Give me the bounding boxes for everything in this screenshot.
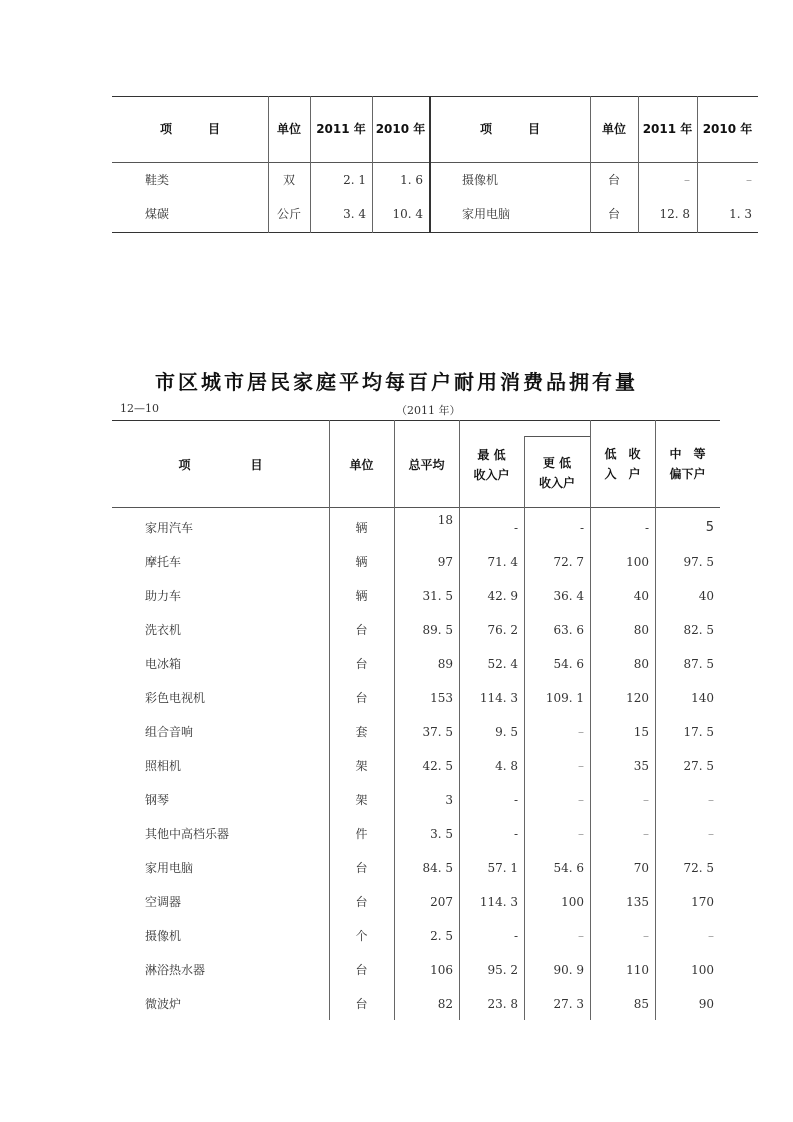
- table-2-header-total-avg: 总平均: [408, 458, 445, 472]
- table-2-cell-lowest: 114. 3: [479, 895, 518, 909]
- table-2-cell-lowest: 23. 8: [487, 997, 518, 1011]
- table-2-cell-midlow: 40: [698, 589, 714, 603]
- table-2-cell-total-avg: 97: [437, 555, 453, 569]
- table-2-cell-low: 40: [633, 589, 649, 603]
- table-2-cell-total-avg: 3. 5: [430, 827, 453, 841]
- table-2-header-rule: [112, 507, 720, 508]
- table-2-cell-total-avg: 84. 5: [422, 861, 453, 875]
- table-2-cell-lowest: -: [513, 521, 518, 535]
- table-2-cell-midlow: 82. 5: [683, 623, 714, 637]
- table-2-cell-midlow: 100: [691, 963, 714, 977]
- table-1-center-divider: [429, 96, 431, 233]
- table-2-cell-low: 70: [633, 861, 649, 875]
- table-2-cell-item: 家用汽车: [145, 521, 194, 535]
- table-1-cell-2010: 10. 4: [392, 207, 423, 221]
- table-2-cell-unit: 台: [355, 997, 368, 1011]
- table-2-cell-lowest: 71. 4: [487, 555, 518, 569]
- table-2-cell-midlow: 87. 5: [683, 657, 714, 671]
- table-2-header-unit: 单位: [349, 458, 374, 472]
- table-2-cell-total-avg: 18: [437, 513, 453, 527]
- table-2-cell-unit: 台: [355, 691, 368, 705]
- table-2-cell-total-avg: 82: [437, 997, 453, 1011]
- table-1-cell-2010: 1. 6: [400, 173, 423, 187]
- table-2-cell-total-avg: 106: [430, 963, 453, 977]
- table-2-cell-lower: -: [579, 521, 584, 535]
- table-2-cell-lowest: 57. 1: [487, 861, 518, 875]
- table-2-cell-total-avg: 89: [437, 657, 453, 671]
- table-2-title: 市区城市居民家庭平均每百户耐用消费品拥有量: [155, 370, 638, 394]
- table-2-cell-total-avg: 31. 5: [422, 589, 453, 603]
- table-2-cell-total-avg: 2. 5: [430, 929, 453, 943]
- table-2-cell-lowest: 9. 5: [495, 725, 518, 739]
- table-2-cell-item: 电冰箱: [145, 657, 182, 671]
- table-2-cell-unit: 架: [355, 759, 368, 773]
- table-2-cell-item: 洗衣机: [145, 623, 182, 637]
- table-2-number: 12—10: [120, 402, 159, 415]
- table-2-header-lower-line1: 更 低: [542, 456, 572, 470]
- table-2-cell-unit: 台: [355, 657, 368, 671]
- table-2-cell-unit: 台: [355, 623, 368, 637]
- table-2-cell-low: 120: [626, 691, 649, 705]
- table-2-header-lower-line2: 收入户: [538, 476, 575, 490]
- table-2-cell-lowest: 76. 2: [487, 623, 518, 637]
- table-2-cell-lowest: 114. 3: [479, 691, 518, 705]
- table-2-cell-low: –: [643, 929, 649, 943]
- table-2-cell-total-avg: 3: [445, 793, 453, 807]
- table-2-cell-midlow: 5: [705, 520, 714, 535]
- table-1-cell-unit: 双: [282, 173, 295, 187]
- table-2-cell-lower: –: [578, 725, 584, 739]
- table-2-cell-lower: –: [578, 759, 584, 773]
- table-1-cell-2011: 2. 1: [343, 173, 366, 187]
- table-1-header-item-2: 项 目: [479, 122, 540, 136]
- table-2-cell-item: 彩色电视机: [145, 691, 206, 705]
- table-2-cell-unit: 架: [355, 793, 368, 807]
- table-2-cell-lowest: -: [513, 827, 518, 841]
- table-2-cell-item: 钢琴: [145, 793, 170, 807]
- table-2-cell-unit: 辆: [355, 521, 368, 535]
- table-1-cell-2011-2: 12. 8: [659, 207, 690, 221]
- table-2-cell-item: 摄像机: [145, 929, 182, 943]
- table-2-cell-midlow: 72. 5: [683, 861, 714, 875]
- table-2-cell-lowest: 42. 9: [487, 589, 518, 603]
- table-2-cell-lowest: -: [513, 793, 518, 807]
- table-1-cell-unit: 公斤: [276, 207, 301, 221]
- table-2-cell-lowest: 52. 4: [487, 657, 518, 671]
- table-2-cell-lower: 54. 6: [553, 657, 584, 671]
- table-2-cell-item: 微波炉: [145, 997, 182, 1011]
- table-1-header-unit-2: 单位: [601, 122, 626, 136]
- table-2-cell-lower: 63. 6: [553, 623, 584, 637]
- table-1-header-2011-2: 2011 年: [642, 122, 693, 136]
- table-2-cell-item: 其他中高档乐器: [145, 827, 230, 841]
- table-2-cell-midlow: 17. 5: [683, 725, 714, 739]
- table-2-cell-lower: –: [578, 793, 584, 807]
- table-1-cell-item-2: 摄像机: [462, 173, 499, 187]
- table-2-cell-item: 助力车: [145, 589, 182, 603]
- table-2-cell-lower: 36. 4: [553, 589, 584, 603]
- table-2-cell-lowest: 95. 2: [487, 963, 518, 977]
- table-2-cell-total-avg: 89. 5: [422, 623, 453, 637]
- table-2-cell-low: 35: [633, 759, 649, 773]
- table-2-header-midlow-line2: 偏下户: [669, 467, 706, 481]
- table-2-cell-total-avg: 37. 5: [422, 725, 453, 739]
- table-1-bottom-rule: [112, 232, 758, 233]
- table-2-cell-lower: –: [578, 929, 584, 943]
- table-2-header-lowest-line1: 最 低: [477, 448, 506, 462]
- table-2-cell-total-avg: 153: [430, 691, 453, 705]
- table-2-header-midlow-line1: 中 等: [669, 447, 706, 461]
- table-1-header-item: 项 目: [159, 122, 220, 136]
- table-2-cell-midlow: –: [708, 827, 714, 841]
- table-1-cell-item-2: 家用电脑: [462, 207, 511, 221]
- table-2-cell-low: 100: [626, 555, 649, 569]
- table-1-header-2010-2: 2010 年: [702, 122, 753, 136]
- table-2-year-note: （2011 年）: [396, 404, 461, 417]
- table-2-cell-total-avg: 42. 5: [422, 759, 453, 773]
- table-2-cell-midlow: 27. 5: [683, 759, 714, 773]
- table-2-cell-low: 110: [626, 963, 649, 977]
- table-2-cell-unit: 台: [355, 861, 368, 875]
- table-2-cell-lower: 109. 1: [545, 691, 584, 705]
- table-2-cell-lowest: 4. 8: [495, 759, 518, 773]
- table-2-cell-lower: 72. 7: [553, 555, 584, 569]
- table-2-cell-item: 照相机: [145, 759, 182, 773]
- table-2-header-low-line1: 低 收: [604, 447, 641, 461]
- table-2-top-rule: [112, 420, 720, 421]
- table-2-cell-unit: 台: [355, 963, 368, 977]
- table-2-cell-midlow: –: [708, 929, 714, 943]
- table-2-cell-item: 淋浴热水器: [145, 963, 206, 977]
- table-1-header-unit: 单位: [276, 122, 301, 136]
- table-2-cell-low: 15: [633, 725, 649, 739]
- table-1-top-rule: [112, 96, 758, 97]
- table-2-cell-item: 空调器: [145, 895, 182, 909]
- table-1-cell-2010-2: –: [746, 173, 752, 187]
- table-2-cell-total-avg: 207: [430, 895, 453, 909]
- table-1-cell-item: 煤碳: [145, 207, 170, 221]
- table-2-cell-lower: –: [578, 827, 584, 841]
- table-2-cell-unit: 台: [355, 895, 368, 909]
- table-2-cell-item: 摩托车: [145, 555, 182, 569]
- table-2-cell-unit: 辆: [355, 589, 368, 603]
- table-1-header-rule: [112, 162, 758, 163]
- table-2-cell-low: 135: [626, 895, 649, 909]
- table-2-cell-unit: 个: [355, 929, 368, 943]
- table-1-header-2011: 2011 年: [316, 122, 366, 136]
- table-2-cell-lower: 90. 9: [553, 963, 584, 977]
- table-2-cell-unit: 件: [355, 827, 368, 841]
- table-2-cell-lower: 54. 6: [553, 861, 584, 875]
- table-1-cell-2011: 3. 4: [343, 207, 366, 221]
- table-2-cell-midlow: 97. 5: [683, 555, 714, 569]
- table-2-cell-low: –: [643, 827, 649, 841]
- table-2-cell-midlow: 170: [691, 895, 714, 909]
- table-2-cell-unit: 辆: [355, 555, 368, 569]
- table-1-cell-unit-2: 台: [607, 173, 620, 187]
- table-2-cell-lowest: -: [513, 929, 518, 943]
- table-1-cell-item: 鞋类: [145, 173, 170, 187]
- table-1-header-2010: 2010 年: [375, 122, 426, 136]
- table-1-cell-unit-2: 台: [607, 207, 620, 221]
- table-2-header-low-line2: 入 户: [604, 467, 641, 481]
- table-2-cell-midlow: –: [708, 793, 714, 807]
- table-2-header-lowest-line2: 收入户: [473, 468, 510, 482]
- table-2-cell-low: 80: [633, 623, 649, 637]
- table-2-cell-low: 80: [633, 657, 649, 671]
- table-2-cell-item: 组合音响: [145, 725, 194, 739]
- table-2-cell-lower: 100: [561, 895, 584, 909]
- table-2-cell-unit: 套: [355, 725, 368, 739]
- table-2-cell-item: 家用电脑: [145, 861, 194, 875]
- table-2-header-item: 项 目: [178, 458, 263, 472]
- table-2-cell-midlow: 90: [698, 997, 714, 1011]
- table-1-cell-2011-2: –: [684, 173, 690, 187]
- table-2-cell-lower: 27. 3: [553, 997, 584, 1011]
- table-2-cell-low: 85: [633, 997, 649, 1011]
- table-2-subheader-rule: [524, 436, 590, 437]
- table-2-cell-midlow: 140: [691, 691, 714, 705]
- table-2-cell-low: –: [643, 793, 649, 807]
- table-1-cell-2010-2: 1. 3: [729, 207, 752, 221]
- table-2-cell-low: -: [644, 521, 649, 535]
